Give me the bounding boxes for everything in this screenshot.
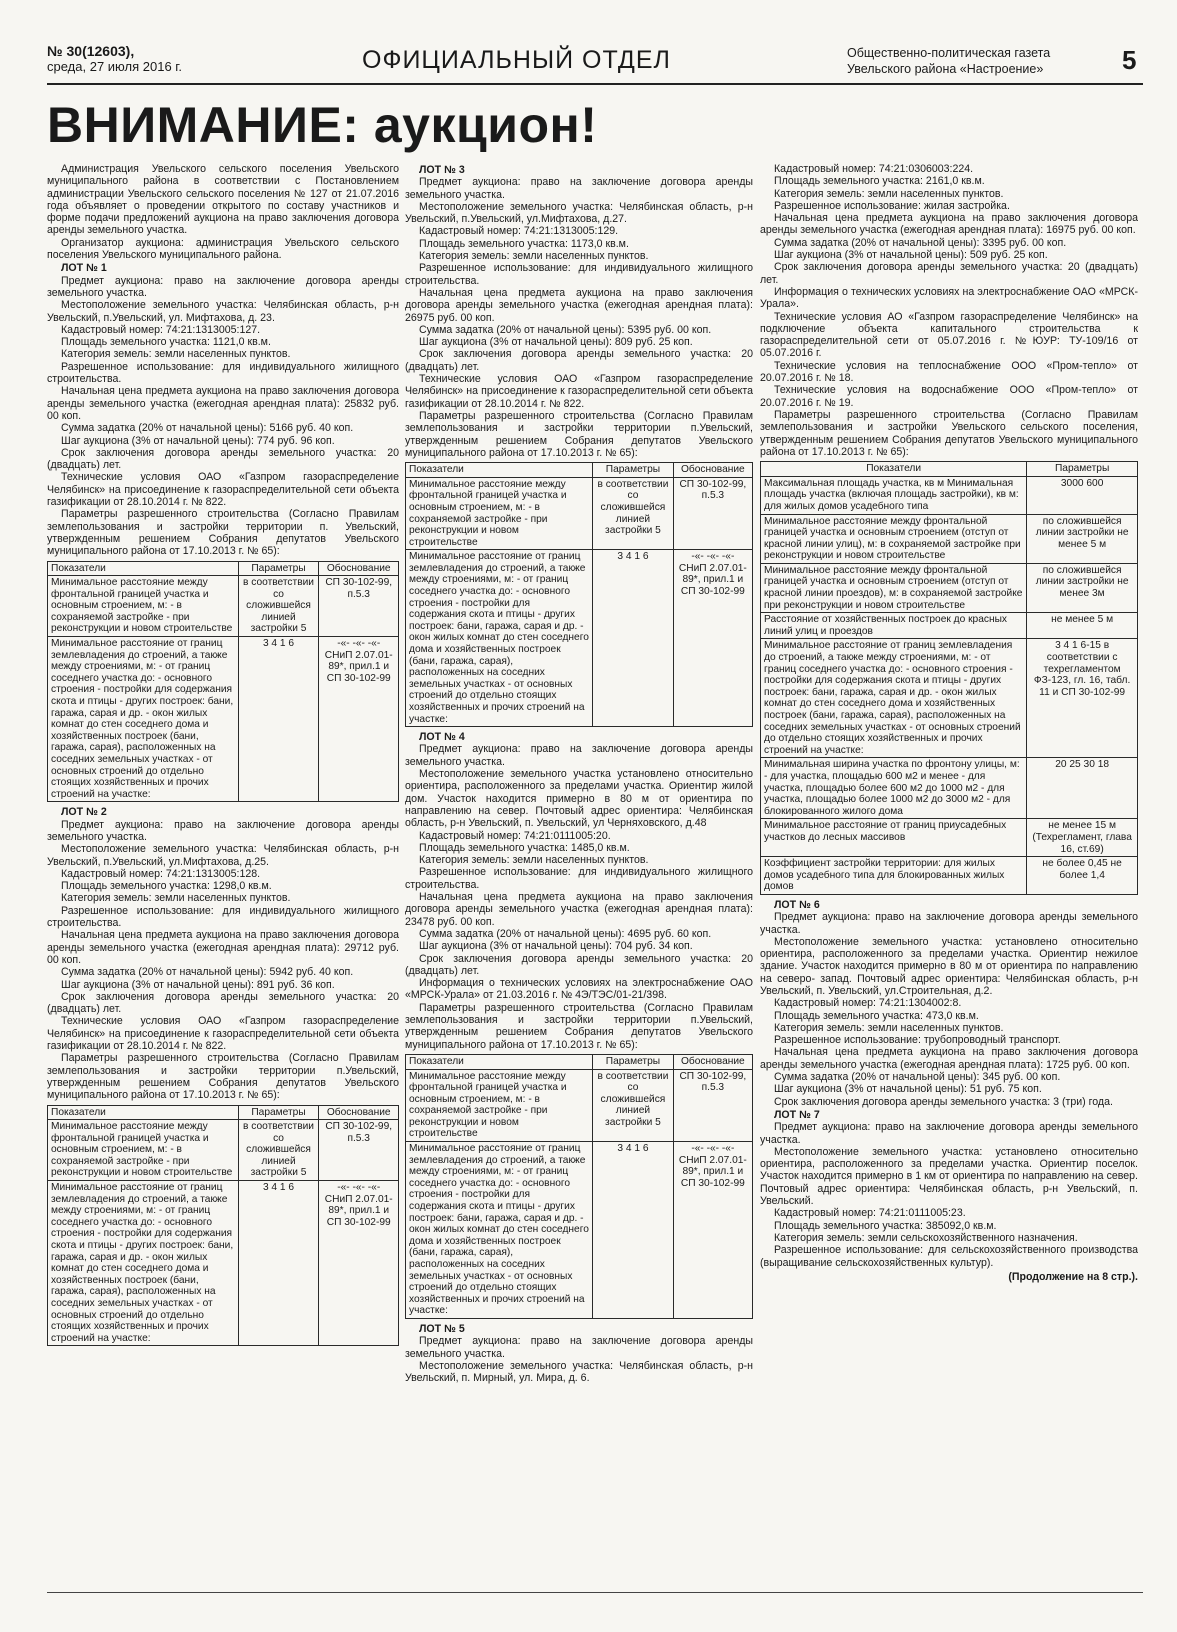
table-cell: -«- -«- -«- СНиП 2.07.01-89*, прил.1 и СП 30-102-99 bbox=[319, 637, 399, 802]
paragraph: Разрешенное использование: для индивидуального жилищного строительства. bbox=[405, 866, 753, 891]
table-cell: в соответствии со сложившейся линией застройки 5 bbox=[238, 576, 319, 637]
table-header-cell: Показатели bbox=[48, 561, 239, 576]
lot-4-parameters-table bbox=[405, 1054, 753, 1319]
lot-2-title: ЛОТ № 2 bbox=[61, 806, 107, 819]
lot-6-title: ЛОТ № 6 bbox=[774, 898, 820, 911]
lot-4-title: ЛОТ № 4 bbox=[419, 731, 465, 744]
table-cell: СП 30-102-99, п.5.3 bbox=[319, 1120, 399, 1181]
table-cell: 3 4 1 6 bbox=[593, 550, 674, 727]
continued-note: (Продолжение на 8 стр.). bbox=[1008, 1270, 1138, 1283]
paragraph: Срок заключения договора аренды земельного участка: 20 (двадцать) лет. bbox=[47, 990, 399, 1016]
paragraph: Разрешенное использование: трубопроводный транспорт. bbox=[774, 1034, 1061, 1047]
paragraph: Разрешенное использование: жилая застройка. bbox=[774, 199, 1010, 212]
table-header-cell: Обоснование bbox=[319, 1105, 399, 1120]
table-row bbox=[48, 1181, 399, 1346]
intro-paragraph: Администрация Увельского сельского поселения Увельского муниципального района в соответствии с Постановлением администрации Увельского сельского поселения № 127 от 21.07.2016 года объявляет о проведении открытого по составу участников и форме подачи предложений аукциона на право заключения договора аренды земельного участка. bbox=[47, 163, 399, 237]
paragraph: Срок заключения договора аренды земельного участка: 20 (двадцать) лет. bbox=[405, 952, 753, 977]
page-header bbox=[47, 44, 1147, 80]
paragraph: Площадь земельного участка: 1121,0 кв.м. bbox=[61, 336, 271, 349]
table-row bbox=[761, 819, 1138, 857]
paragraph: Начальная цена предмета аукциона на право заключения договора аренды земельного участка (ежегодная арендная плата): 1725 руб. 00 коп. bbox=[760, 1046, 1138, 1071]
paragraph: Местоположение земельного участка: Челябинская область, р-н Увельский, п. Мирный, ул. Мира, д. 6. bbox=[405, 1359, 753, 1385]
paragraph: Площадь земельного участка: 1485,0 кв.м. bbox=[419, 841, 630, 854]
paragraph: Местоположение земельного участка: установлено относительно ориентира, расположенного за пределами участка. Ориентир поселок. Участок находится примерно в 1 км от ориентира по направлению на север. Почтовый адрес ориентира: Челябинская область, р-н Увельский, п. Увельский. bbox=[760, 1145, 1138, 1208]
paragraph: Параметры разрешенного строительства (Согласно Правилам землепользования и застройки территории п.Увельский, утвержденным решением Собрания депутатов Увельского муниципального района от 17.10.2013 г. № 65): bbox=[405, 1001, 753, 1051]
paragraph: Категория земель: земли сельскохозяйственного назначения. bbox=[774, 1231, 1078, 1244]
table-cell: Максимальная площадь участка, кв м Минимальная площадь участка (включая площадь застройки), кв м: для жилых домов усадебного типа bbox=[761, 476, 1027, 514]
paragraph: Разрешенное использование: для сельскохозяйственного производства (выращивание сельскохозяйственных культур). bbox=[760, 1244, 1138, 1269]
table-cell: Расстояние от хозяйственных построек до красных линий улиц и проездов bbox=[761, 613, 1027, 639]
table-row bbox=[761, 476, 1138, 514]
table-cell: -«- -«- -«- СНиП 2.07.01-89*, прил.1 и СП 30-102-99 bbox=[673, 550, 752, 727]
table-cell: 3 4 1 6 bbox=[238, 1181, 319, 1346]
paragraph: Параметры разрешенного строительства (Согласно Правилам землепользования и застройки территории п. Увельский, утвержденным решением Собрания депутатов Увельского муниципального района от 17.10.2013 г. № 65): bbox=[47, 508, 399, 558]
table-cell: в соответствии со сложившейся линией застройки 5 bbox=[593, 477, 674, 550]
table-header-cell: Показатели bbox=[406, 463, 593, 478]
table-header-cell: Параметры bbox=[238, 1105, 319, 1120]
paragraph: Разрешенное использование: для индивидуального жилищного строительства. bbox=[47, 360, 399, 386]
paragraph: Местоположение земельного участка: Челябинская область, р-н Увельский, п.Увельский, ул. Мифтахова, д. 23. bbox=[47, 299, 399, 324]
paragraph: Технические условия ОАО «Газпром газораспределение Челябинск» на присоединение к газораспределительной сети объекта газификации от 28.10.2014 г. № 822. bbox=[405, 373, 753, 410]
table-cell: в соответствии со сложившейся линией застройки 5 bbox=[238, 1120, 319, 1181]
table-header-cell: Обоснование bbox=[673, 463, 752, 478]
table-row bbox=[761, 563, 1138, 612]
table-cell: не менее 5 м bbox=[1027, 613, 1138, 639]
table-cell: Минимальное расстояние от границ землевладения до строений, а также между строениями, м: - от границ соседнего участка до: - основного строения - постройки для содержания скота и птицы - других построек: бани, гаража, сарая и др. - окон жилых комнат до стен соседнего дома и хозяйственных построек (бани, гаража, сарая), расположенных на соседних земельных участках - от основных строений до отдельно стоящих хозяйственных и прочих строений на участке: bbox=[406, 1142, 593, 1319]
paragraph: Местоположение земельного участка: Челябинская область, р-н Увельский, п.Увельский, ул.Мифтахова, д.27. bbox=[405, 200, 753, 226]
paragraph: Технические условия на водоснабжение ООО «Пром-тепло» от 20.07.2016 г. № 19. bbox=[760, 384, 1138, 409]
headline: ВНИМАНИЕ: аукцион! bbox=[47, 97, 598, 153]
table-row bbox=[406, 550, 753, 727]
paragraph: Категория земель: земли населенных пунктов. bbox=[61, 348, 291, 361]
paragraph: Начальная цена предмета аукциона на право заключения договора аренды земельного участка (ежегодная арендная плата): 16975 руб. 00 коп. bbox=[760, 212, 1138, 237]
table-header-cell: Параметры bbox=[238, 561, 319, 576]
paragraph: Площадь земельного участка: 1173,0 кв.м. bbox=[419, 237, 629, 250]
table-cell: по сложившейся линии застройки не менее 3м bbox=[1027, 563, 1138, 612]
paragraph: Шаг аукциона (3% от начальной цены): 704 руб. 34 коп. bbox=[419, 940, 693, 953]
paragraph: Технические условия на теплоснабжение ООО «Пром-тепло» от 20.07.2016 г. № 18. bbox=[760, 359, 1138, 385]
table-cell: Минимальное расстояние от границ землевладения до строений, а также между строениями, м: - от границ соседнего участка до: - основного строения - постройки для содержания скота и птицы - других построек: бани, гаража, сарая и др. - окон жилых комнат до стен соседнего дома и хозяйственных построек (бани, гаража, сарая), расположенных на соседних земельных участках - от основных строений до отдельно стоящих хозяйственных и прочих строений на участке: bbox=[48, 637, 239, 802]
table-cell: Минимальное расстояние от границ приусадебных участков до лесных массивов bbox=[761, 819, 1027, 857]
paragraph: Начальная цена предмета аукциона на право заключения договора аренды земельного участка (ежегодная арендная плата): 25832 руб. 00 коп. bbox=[47, 385, 399, 422]
paragraph: Начальная цена предмета аукциона на право заключения договора аренды земельного участка (ежегодная арендная плата): 26975 руб. 00 коп. bbox=[405, 286, 753, 324]
paragraph: Сумма задатка (20% от начальной цены): 4695 руб. 60 коп. bbox=[419, 927, 712, 940]
table-cell: 3 4 1 6 bbox=[593, 1142, 674, 1319]
table-cell: Минимальное расстояние между фронтальной границей участка и основным строением, м: - в сохраняемой застройке - при реконструкции и новом строительстве bbox=[406, 477, 593, 550]
column-1 bbox=[47, 163, 399, 1581]
paragraph: Местоположение земельного участка установлено относительно ориентира, расположенного за пределами участка. Ориентир жилой дом. Участок находится примерно в 80 м от ориентира по направлению на север. Почтовый адрес ориентира: Челябинская область, р-н Увельский, п. Увельский, ул Черняховского, д.48 bbox=[405, 768, 753, 830]
newspaper-name-line2: Увельского района «Настроение» bbox=[847, 62, 1044, 76]
paragraph: Шаг аукциона (3% от начальной цены): 51 руб. 75 коп. bbox=[774, 1083, 1042, 1096]
paragraph: Разрешенное использование: для индивидуального жилищного строительства. bbox=[47, 904, 399, 930]
paragraph: Кадастровый номер: 74:21:1313005:129. bbox=[419, 225, 619, 238]
paragraph: Предмет аукциона: право на заключение договора аренды земельного участка. bbox=[47, 274, 399, 299]
paragraph: Площадь земельного участка: 473,0 кв.м. bbox=[774, 1009, 979, 1022]
table-header-cell: Показатели bbox=[406, 1054, 593, 1069]
organizer-paragraph: Организатор аукциона: администрация Увельского сельского поселения Увельского муниципального района. bbox=[47, 236, 399, 262]
newspaper-name bbox=[847, 45, 1050, 77]
table-row bbox=[761, 758, 1138, 819]
table-cell: СП 30-102-99, п.5.3 bbox=[673, 1069, 752, 1142]
paragraph: Предмет аукциона: право на заключение договора аренды земельного участка. bbox=[405, 176, 753, 201]
paragraph: Предмет аукциона: право на заключение договора аренды земельного участка. bbox=[405, 743, 753, 768]
table-cell: 3000 600 bbox=[1027, 476, 1138, 514]
table-cell: не менее 15 м (Техрегламент, глава 16, ст.69) bbox=[1027, 819, 1138, 857]
paragraph: Срок заключения договора аренды земельного участка: 20 (двадцать) лет. bbox=[47, 446, 399, 472]
paragraph: Сумма задатка (20% от начальной цены): 5942 руб. 40 коп. bbox=[61, 966, 354, 979]
paragraph: Площадь земельного участка: 1298,0 кв.м. bbox=[61, 880, 272, 893]
table-row bbox=[761, 639, 1138, 758]
table-cell: Минимальное расстояние от границ землевладения до строений, а также между строениями, м: - от границ соседнего участка до: - основного строения - постройки для содержания скота и птицы - других построек: бани, гаража, сарая и др. - окон жилых комнат до стен соседнего дома и хозяйственных построек (бани, гаража, сарая), расположенных на соседних земельных участках - от основных строений до отдельно стоящих хозяйственных и прочих строений на участке: bbox=[761, 639, 1027, 758]
paragraph: Кадастровый номер: 74:21:0306003:224. bbox=[774, 163, 974, 175]
table-cell: Минимальное расстояние между фронтальной границей участка и основным строением, м: - в сохраняемой застройке - при реконструкции и новом строительстве bbox=[48, 1120, 239, 1181]
column-2 bbox=[405, 163, 753, 1581]
table-cell: Минимальное расстояние между фронтальной границей участка и основным строением, м: - в сохраняемой застройке - при реконструкции и новом строительстве bbox=[406, 1069, 593, 1142]
table-cell: -«- -«- -«- СНиП 2.07.01-89*, прил.1 и СП 30-102-99 bbox=[319, 1181, 399, 1346]
paragraph: Кадастровый номер: 74:21:1313005:127. bbox=[61, 323, 261, 336]
table-cell: Коэффициент застройки территории: для жилых домов усадебного типа для блокированных жилых домов bbox=[761, 857, 1027, 895]
footer-divider bbox=[47, 1592, 1143, 1593]
table-row bbox=[406, 1142, 753, 1319]
paragraph: Срок заключения договора аренды земельного участка: 20 (двадцать) лет. bbox=[760, 261, 1138, 286]
paragraph: Кадастровый номер: 74:21:0111005:23. bbox=[774, 1207, 966, 1220]
paragraph: Информация о технических условиях на электроснабжение ОАО «МРСК-Урала». bbox=[760, 285, 1138, 311]
section-title: ОФИЦИАЛЬНЫЙ ОТДЕЛ bbox=[362, 46, 671, 74]
paragraph: Категория земель: земли населенных пунктов. bbox=[61, 892, 291, 905]
paragraph: Местоположение земельного участка: установлено относительно ориентира, расположенного за пределами участка. Ориентир нежилое здание. Участок находится примерно в 80 м от ориентира по направлению на северо- запад. Почтовый адрес ориентира: Челябинская область, р-н Увельский, п. Увельский, ул.Строительная, д.2. bbox=[760, 935, 1138, 997]
paragraph: Начальная цена предмета аукциона на право заключения договора аренды земельного участка (ежегодная арендная плата): 29712 руб. 00 коп. bbox=[47, 929, 399, 966]
paragraph: Разрешенное использование: для индивидуального жилищного строительства. bbox=[405, 262, 753, 287]
lot-7-title: ЛОТ № 7 bbox=[774, 1108, 820, 1121]
paragraph: Шаг аукциона (3% от начальной цены): 809 руб. 25 коп. bbox=[419, 336, 693, 349]
table-cell: СП 30-102-99, п.5.3 bbox=[673, 477, 752, 550]
table-cell: -«- -«- -«- СНиП 2.07.01-89*, прил.1 и СП 30-102-99 bbox=[673, 1142, 752, 1319]
lot-1-parameters-table bbox=[47, 561, 399, 803]
lot-5-parameters-table bbox=[760, 461, 1138, 895]
lot-5-title: ЛОТ № 5 bbox=[419, 1322, 465, 1335]
table-cell: Минимальная ширина участка по фронтону улицы, м: - для участка, площадью 600 м2 и менее - для участка, площадью более 600 м2 до 1000 м2 - для участка, площадью более 1000 м2 до 3000 м2 - для блокированного жилого дома bbox=[761, 758, 1027, 819]
paragraph: Параметры разрешенного строительства (Согласно Правилам землепользования и застройки территории п.Увельский, утвержденным решением Собрания депутатов Увельского муниципального района от 17.10.2013 г. № 65): bbox=[47, 1052, 399, 1102]
newspaper-name-line1: Общественно-политическая газета bbox=[847, 46, 1051, 60]
table-cell: Минимальное расстояние от границ землевладения до строений, а также между строениями, м: - от границ соседнего участка до: - основного строения - постройки для содержания скота и птицы - других построек: бани, гаража, сарая и др. - окон жилых комнат до стен соседнего дома и хозяйственных построек (бани, гаража, сарая), расположенных на соседних земельных участках - от основных строений до отдельно стоящих хозяйственных и прочих строений на участке: bbox=[406, 550, 593, 727]
table-cell: Минимальное расстояние между фронтальной границей участка и основным строением, м: - в сохраняемой застройке - при реконструкции и новом строительстве bbox=[48, 576, 239, 637]
paragraph: Категория земель: земли населенных пунктов. bbox=[774, 1021, 1004, 1034]
paragraph: Предмет аукциона: право на заключение договора аренды земельного участка. bbox=[760, 1121, 1138, 1146]
paragraph: Начальная цена предмета аукциона на право заключения договора аренды земельного участка (ежегодная арендная плата): 23478 руб. 00 коп. bbox=[405, 891, 753, 928]
paragraph: Технические условия ОАО «Газпром газораспределение Челябинск» на присоединение к газораспределительной сети объекта газификации от 28.10.2014 г. № 822. bbox=[47, 1015, 399, 1053]
table-cell: по сложившейся линии застройки не менее 5 м bbox=[1027, 514, 1138, 563]
table-header-cell: Обоснование bbox=[673, 1054, 752, 1069]
lot-3-parameters-table bbox=[405, 462, 753, 727]
paragraph: Предмет аукциона: право на заключение договора аренды земельного участка. bbox=[760, 911, 1138, 936]
table-row bbox=[48, 637, 399, 802]
paragraph: Параметры разрешенного строительства (Согласно Правилам землепользования и застройки территории п.Увельский, утвержденным решением Собрания депутатов Увельского муниципального района от 17.10.2013 г. № 65): bbox=[405, 409, 753, 459]
table-header-cell: Показатели bbox=[761, 462, 1027, 477]
table-cell: Минимальное расстояние между фронтальной границей участка и основным строением (отступ от красной линии проездов), м: в сохраняемой застройке при реконструкции и новом строительстве bbox=[761, 563, 1027, 612]
paragraph: Информация о технических условиях на электроснабжение ОАО «МРСК-Урала» от 21.03.2016 г. № 4Э/ТЭС/01-21/398. bbox=[405, 977, 753, 1002]
paragraph: Технические условия ОАО «Газпром газораспределение Челябинск» на присоединение к газораспределительной сети объекта газификации от 28.10.2014 г. № 822. bbox=[47, 471, 399, 509]
table-cell: 20 25 30 18 bbox=[1027, 758, 1138, 819]
lot-2-parameters-table bbox=[47, 1105, 399, 1347]
table-row bbox=[406, 1069, 753, 1142]
paragraph: Категория земель: земли населенных пунктов. bbox=[774, 187, 1004, 200]
table-row bbox=[761, 514, 1138, 563]
paragraph: Кадастровый номер: 74:21:1304002:8. bbox=[774, 997, 962, 1010]
paragraph: Кадастровый номер: 74:21:0111005:20. bbox=[419, 829, 611, 842]
table-header-cell: Параметры bbox=[593, 463, 674, 478]
issue-info bbox=[47, 44, 182, 74]
header-divider bbox=[47, 83, 1143, 85]
issue-date: среда, 27 июля 2016 г. bbox=[47, 59, 183, 74]
table-cell: 3 4 1 6 bbox=[238, 637, 319, 802]
page-number: 5 bbox=[1122, 45, 1137, 75]
table-row bbox=[406, 477, 753, 550]
table-header-cell: Параметры bbox=[1027, 462, 1138, 477]
table-header-cell: Показатели bbox=[48, 1105, 239, 1120]
paragraph: Категория земель: земли населенных пунктов. bbox=[419, 250, 649, 263]
paragraph: Площадь земельного участка: 2161,0 кв.м. bbox=[774, 175, 985, 188]
paragraph: Площадь земельного участка: 385092,0 кв.м. bbox=[774, 1219, 997, 1232]
paragraph: Технические условия АО «Газпром газораспределение Челябинск» на подключение объекта капитального строительства к газораспределительной сети от 05.07.2016 г. №ЮУР: ТУ-109/16 от 05.07.2016 г. bbox=[760, 310, 1138, 360]
paragraph: Шаг аукциона (3% от начальной цены): 774 руб. 96 коп. bbox=[61, 434, 335, 447]
issue-number: № 30(12603), bbox=[47, 43, 135, 59]
table-cell: Минимальное расстояние от границ землевладения до строений, а также между строениями, м: - от границ соседнего участка до: - основного строения - постройки для содержания скота и птицы - других построек: бани, гаража, сарая и др. - окон жилых комнат до стен соседнего дома и хозяйственных построек (бани, гаража, сарая), расположенных на соседних земельных участках - от основных строений до отдельно стоящих хозяйственных и прочих строений на участке: bbox=[48, 1181, 239, 1346]
table-cell: 3 4 1 6-15 в соответствии с техрегламентом ФЗ-123, гл. 16, табл. 11 и СП 30-102-99 bbox=[1027, 639, 1138, 758]
paragraph: Сумма задатка (20% от начальной цены): 345 руб. 00 коп. bbox=[774, 1071, 1061, 1084]
paragraph: Сумма задатка (20% от начальной цены): 3395 руб. 00 коп. bbox=[774, 236, 1067, 249]
table-row bbox=[48, 1120, 399, 1181]
table-header-cell: Параметры bbox=[593, 1054, 674, 1069]
paragraph: Сумма задатка (20% от начальной цены): 5395 руб. 00 коп. bbox=[419, 323, 712, 336]
paragraph: Предмет аукциона: право на заключение договора аренды земельного участка. bbox=[405, 1335, 753, 1360]
table-row bbox=[761, 613, 1138, 639]
table-cell: СП 30-102-99, п.5.3 bbox=[319, 576, 399, 637]
paragraph: Предмет аукциона: право на заключение договора аренды земельного участка. bbox=[47, 818, 399, 843]
paragraph: Кадастровый номер: 74:21:1313005:128. bbox=[61, 867, 261, 880]
lot-3-title: ЛОТ № 3 bbox=[419, 164, 465, 176]
table-row bbox=[48, 576, 399, 637]
table-cell: не более 0,45 не более 1,4 bbox=[1027, 857, 1138, 895]
table-row bbox=[761, 857, 1138, 895]
paragraph: Местоположение земельного участка: Челябинская область, р-н Увельский, п.Увельский, ул.Мифтахова, д.25. bbox=[47, 843, 399, 868]
paragraph: Срок заключения договора аренды земельного участка: 20 (двадцать) лет. bbox=[405, 348, 753, 373]
table-cell: в соответствии со сложившейся линией застройки 5 bbox=[593, 1069, 674, 1142]
lot-1-title: ЛОТ № 1 bbox=[61, 262, 107, 275]
table-cell: Минимальное расстояние между фронтальной границей участка и основным строением (отступ от красной линии улиц), м: в сохраняемой застройке при реконструкции и новом строительстве bbox=[761, 514, 1027, 563]
column-3 bbox=[760, 163, 1138, 1581]
paragraph: Срок заключения договора аренды земельного участка: 3 (три) года. bbox=[774, 1095, 1113, 1108]
table-header-cell: Обоснование bbox=[319, 561, 399, 576]
paragraph: Сумма задатка (20% от начальной цены): 5166 руб. 40 коп. bbox=[61, 422, 354, 435]
paragraph: Шаг аукциона (3% от начальной цены): 509 руб. 25 коп. bbox=[774, 249, 1048, 262]
paragraph: Шаг аукциона (3% от начальной цены): 891 руб. 36 коп. bbox=[61, 978, 335, 991]
paragraph: Параметры разрешенного строительства (Согласно Правилам землепользования и застройки Увельского сельского поселения, утвержденным решением Собрания депутатов Увельского муниципального района от 17.10.2013 г. № 65): bbox=[760, 408, 1138, 458]
paragraph: Категория земель: земли населенных пунктов. bbox=[419, 854, 649, 867]
